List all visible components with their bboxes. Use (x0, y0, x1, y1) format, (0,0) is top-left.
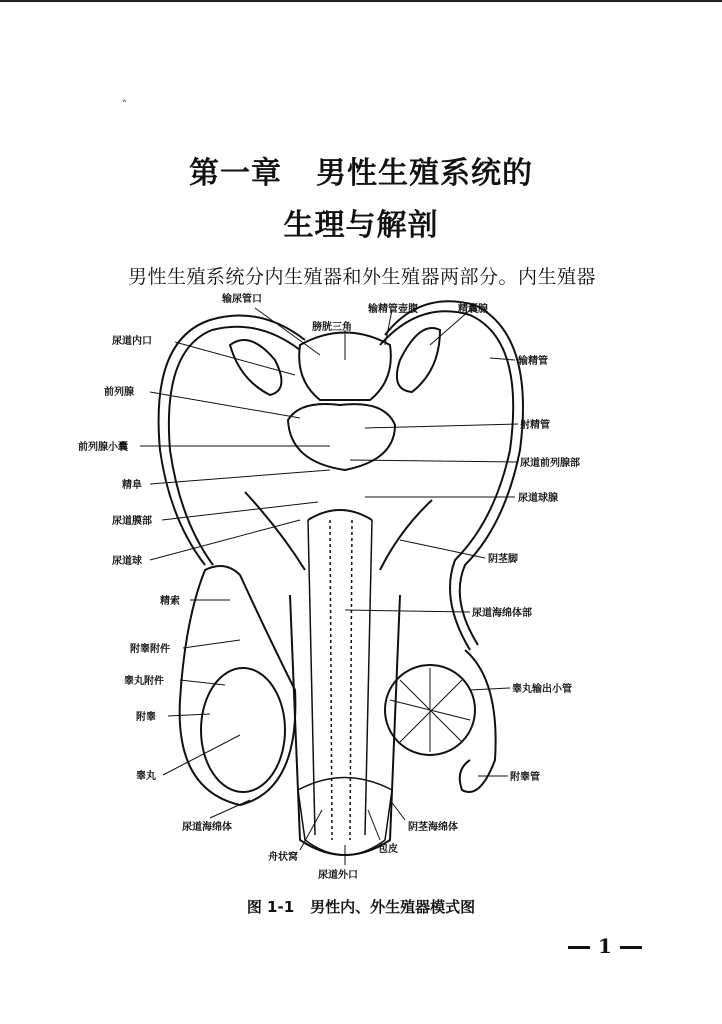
seminal-vesicle-right (397, 328, 440, 392)
label-corpus-cavernosum: 阴茎海绵体 (408, 822, 458, 833)
label-foreskin: 包皮 (378, 844, 398, 855)
label-external-urethral-orifice: 尿道外口 (318, 870, 358, 881)
label-ejaculatory-duct: 射精管 (520, 420, 550, 431)
figure-caption (0, 896, 722, 917)
label-vas-ampulla: 输精管壶腹 (368, 304, 418, 315)
page-dash-right (620, 946, 642, 949)
scan-speck: ˄ (122, 100, 127, 111)
label-seminal-colliculus: 精阜 (122, 480, 142, 491)
label-corpus-spongiosum-left: 尿道海绵体 (182, 822, 232, 833)
page-dash-left (568, 946, 590, 949)
label-corpus-spongiosum-part: 尿道海绵体部 (472, 608, 532, 619)
epididymis-right (460, 650, 496, 792)
chapter-title-line1: 男性生殖系统的 (316, 156, 533, 191)
penis-shaft (290, 595, 400, 855)
scrotum-left (180, 566, 296, 805)
label-ureter-opening: 输尿管口 (222, 294, 262, 305)
label-prostatic-utricle: 前列腺小囊 (78, 442, 128, 453)
label-vas-deferens: 输精管 (518, 356, 548, 367)
label-seminal-vesicle: 精囊腺 (458, 304, 488, 315)
testis-left (201, 668, 285, 792)
chapter-title-line2: 生理与解剖 (283, 208, 439, 243)
intro-paragraph: 男性生殖系统分内生殖器和外生殖器两部分。内生殖器 (128, 266, 597, 288)
label-prostatic-urethra: 尿道前列腺部 (520, 458, 580, 469)
label-epididymis: 附睾 (136, 712, 156, 723)
label-appendix-testis: 睾丸附件 (124, 676, 164, 687)
label-efferent-ductules: 睾丸输出小管 (512, 684, 572, 695)
label-spermatic-cord: 精索 (160, 596, 180, 607)
label-prostate: 前列腺 (104, 387, 134, 398)
label-navicular-fossa: 舟状窝 (268, 852, 298, 863)
label-membranous-urethra: 尿道膜部 (112, 516, 152, 527)
label-crus-penis: 阴茎脚 (488, 554, 518, 565)
page-number-value: 1 (598, 934, 612, 958)
chapter-number: 第一章 (189, 156, 282, 191)
page-number (560, 934, 650, 958)
figure-caption-number: 图 1-1 (246, 898, 295, 916)
label-bladder-trigone: 膀胱三角 (312, 322, 352, 333)
label-bulb-urethra: 尿道球 (112, 556, 142, 567)
label-epididymal-duct: 附睾管 (510, 772, 540, 783)
label-appendix-epididymis: 附睾附件 (130, 644, 170, 655)
crus-left (245, 492, 305, 570)
figure-caption-text: 男性内、外生殖器模式图 (310, 898, 476, 916)
crus-right (380, 500, 432, 570)
label-bulbourethral-gland: 尿道球腺 (518, 493, 558, 504)
seminal-vesicle-left (230, 340, 281, 395)
label-testis: 睾丸 (136, 771, 156, 782)
label-urethra-inner: 尿道内口 (112, 336, 152, 347)
